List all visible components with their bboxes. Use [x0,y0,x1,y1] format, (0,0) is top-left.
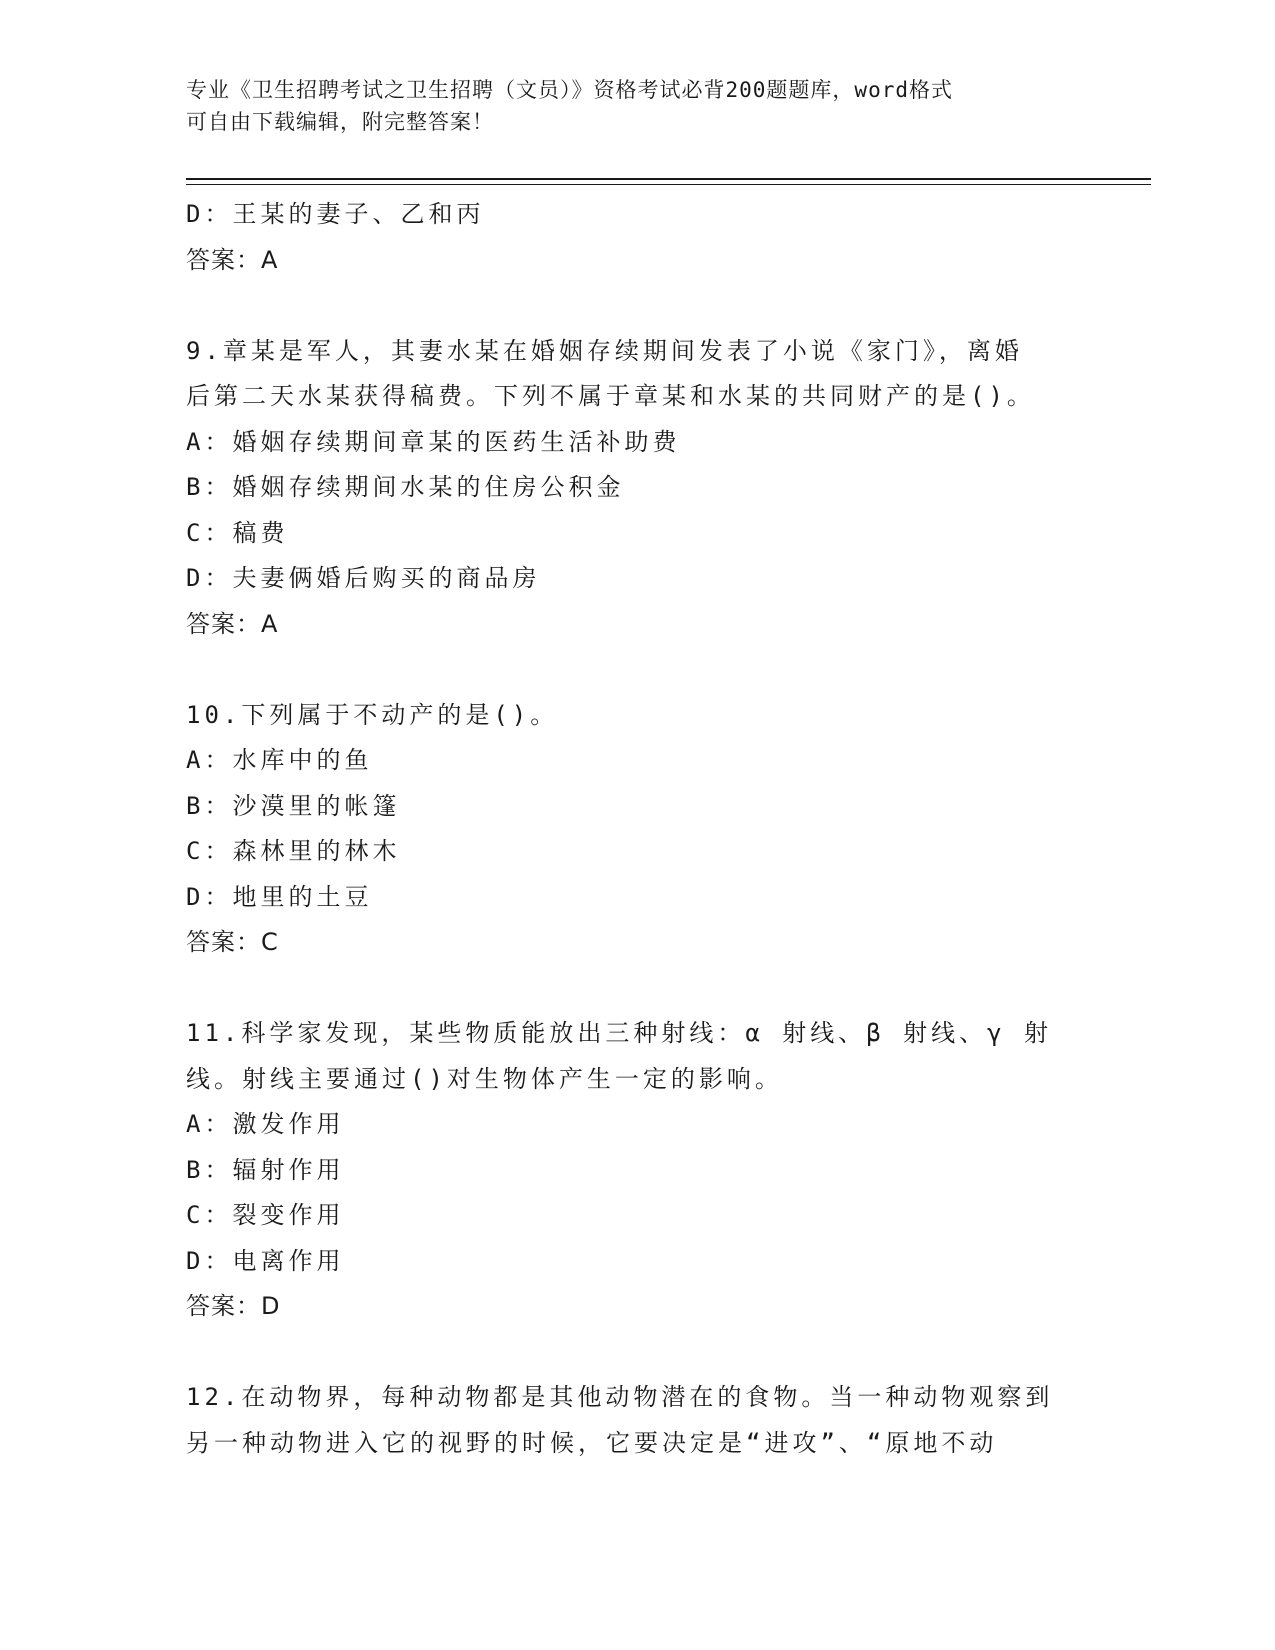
option-c: C：森林里的林木 [186,837,401,865]
answer-line: 答案：D [186,1292,281,1320]
spacer [186,283,1086,329]
option-c: C：裂变作用 [186,1201,345,1229]
question-stem: 另一种动物进入它的视野的时候，它要决定是“进攻”、“原地不动 [186,1428,998,1457]
question-stem: 后第二天水某获得稿费。下列不属于章某和水某的共同财产的是()。 [186,382,1035,410]
question-list [186,192,1086,1466]
option-a: A：水库中的鱼 [186,746,373,774]
question-stem: 线。射线主要通过()对生物体产生一定的影响。 [186,1064,783,1093]
question-stem: 11.科学家发现，某些物质能放出三种射线：α 射线、β 射线、γ 射 [186,1019,1053,1047]
question-stem: 12.在动物界，每种动物都是其他动物潜在的食物。当一种动物观察到 [186,1383,1054,1411]
question-8-tail [186,192,1086,283]
header-line-1: 专业《卫生招聘考试之卫生招聘（文员）》资格考试必背200题题库，word格式 [186,78,953,102]
question-11 [186,1011,1086,1330]
question-9 [186,329,1086,648]
spacer [186,966,1086,1012]
question-12 [186,1375,1086,1466]
option-b: B：婚姻存续期间水某的住房公积金 [186,473,625,501]
option-d: D：夫妻俩婚后购买的商品房 [186,564,541,592]
option-b: B：辐射作用 [186,1155,345,1184]
answer-line: 答案：C [186,928,279,956]
header-divider-thin [186,184,1151,185]
header-divider-thick [186,178,1151,180]
option-b: B：沙漠里的帐篷 [186,791,401,820]
document-header [186,74,1066,138]
header-line-2: 可自由下载编辑，附完整答案！ [186,110,494,134]
answer-line: 答案：A [186,609,279,638]
spacer [186,1330,1086,1376]
answer-line: 答案：A [186,245,279,274]
spacer [186,647,1086,693]
question-stem: 10.下列属于不动产的是()。 [186,700,559,729]
option-d: D：电离作用 [186,1246,345,1275]
option-d: D：地里的土豆 [186,882,373,911]
question-10 [186,693,1086,966]
option-c: C：稿费 [186,518,289,547]
option-a: A：激发作用 [186,1110,345,1138]
option-a: A：婚姻存续期间章某的医药生活补助费 [186,427,681,456]
question-stem: 9.章某是军人，其妻水某在婚姻存续期间发表了小说《家门》，离婚 [186,336,1023,365]
option-d: D：王某的妻子、乙和丙 [186,200,485,228]
